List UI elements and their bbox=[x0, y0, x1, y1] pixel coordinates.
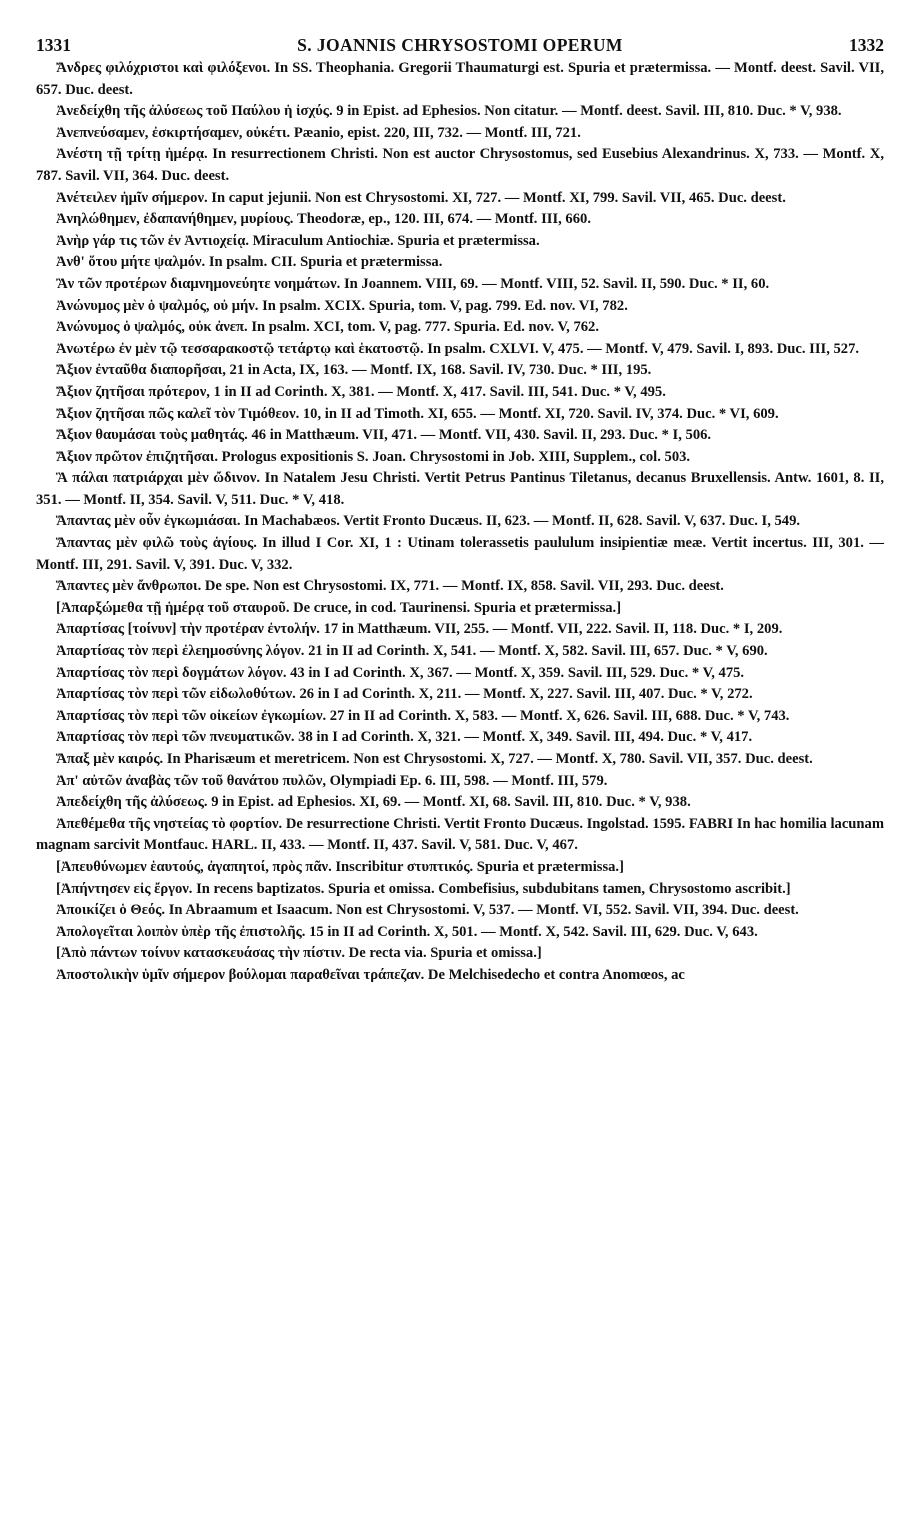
index-entry: Ἀπαρτίσας τὸν περὶ τῶν εἰδωλοθύτων. 26 in I ad Corinth. X, 211. — Montf. X, 227. Savil. III, 407. Duc. * V, 272. bbox=[56, 686, 753, 703]
index-entry: [Ἀπαρξώμεθα τῇ ἡμέρᾳ τοῦ σταυροῦ. De cruce, in cod. Taurinensi. Spuria et prætermissa.] bbox=[56, 599, 622, 616]
index-entry: Ἄξιον ζητῆσαι πρότερον, 1 in II ad Corinth. X, 381. — Montf. X, 417. Savil. III, 541. Duc. * V, 495. bbox=[56, 383, 666, 400]
index-entry: Ἀνεδείχθη τῆς ἀλύσεως τοῦ Παύλου ἡ ἰσχύς. 9 in Epist. ad Ephesios. Non citatur. — Montf. deest. Savil. III, 810. Duc. * V, 938. bbox=[56, 103, 842, 120]
index-entry: Ἄνδρες φιλόχριστοι καὶ φιλόξενοι. In SS. Theophania. Gregorii Thaumaturgi est. Spuria et prætermissa. — Montf. deest. Savil. VII, 657. Duc. deest. bbox=[36, 60, 884, 98]
index-entry: Ἀνηλώθημεν, ἐδαπανήθημεν, μυρίους. Theodoræ, ep., 120. III, 674. — Montf. III, 660. bbox=[56, 211, 591, 228]
running-title: S. JOANNIS CHRYSOSTOMI OPERUM bbox=[297, 35, 623, 55]
index-entry: Ἅπαντες μὲν ἄνθρωποι. De spe. Non est Chrysostomi. IX, 771. — Montf. IX, 858. Savil. VII, 293. Duc. deest. bbox=[56, 578, 724, 595]
index-entry: Ἀνὴρ γάρ τις τῶν ἐν Ἀντιοχείᾳ. Miraculum Antiochiæ. Spuria et prætermissa. bbox=[56, 232, 540, 249]
index-entry: Ἀποστολικὴν ὑμῖν σήμερον βούλομαι παραθεῖναι τράπεζαν. De Melchisedecho et contra Anomœos, ac bbox=[56, 966, 685, 983]
index-entry: [Ἀπὸ πάντων τοίνυν κατασκευάσας τὴν πίστιν. De recta via. Spuria et omissa.] bbox=[56, 945, 542, 962]
index-entry: Ἄξιον ζητῆσαι πῶς καλεῖ τὸν Τιμόθεον. 10, in II ad Timoth. XI, 655. — Montf. XI, 720. Savil. IV, 374. Duc. * VI, 609. bbox=[56, 405, 779, 422]
index-entry: Ἀνωτέρω ἐν μὲν τῷ τεσσαρακοστῷ τετάρτῳ καὶ ἑκατοστῷ. In psalm. CXLVI. V, 475. — Montf. V, 479. Savil. I, 893. Duc. III, 527. bbox=[56, 340, 860, 357]
index-entries bbox=[36, 58, 884, 987]
index-entry: Ἄξιον θαυμάσαι τοὺς μαθητάς. 46 in Matthæum. VII, 471. — Montf. VII, 430. Savil. II, 293. Duc. * I, 506. bbox=[56, 427, 712, 444]
running-header bbox=[36, 34, 884, 58]
index-entry: Ἀπαρτίσας τὸν περὶ τῶν οἰκείων ἐγκωμίων. 27 in II ad Corinth. X, 583. — Montf. X, 626. Savil. III, 688. Duc. * V, 743. bbox=[56, 707, 790, 724]
page-number-left: 1331 bbox=[36, 35, 71, 55]
index-entry: Ἅπαξ μὲν καιρός. In Pharisæum et meretricem. Non est Chrysostomi. X, 727. — Montf. X, 780. Savil. VII, 357. Duc. deest. bbox=[56, 751, 813, 767]
index-entry: Ἀπαρτίσας [τοίνυν] τὴν προτέραν ἐντολήν. 17 in Matthæum. VII, 255. — Montf. VII, 222. Savil. II, 118. Duc. * I, 209. bbox=[56, 621, 783, 638]
index-entry: Ἂν τῶν προτέρων διαμνημονεύητε νοημάτων. In Joannem. VIII, 69. — Montf. VIII, 52. Savil. II, 590. Duc. * II, 60. bbox=[56, 275, 770, 292]
index-entry: Ἀνώνυμος ὁ ψαλμός, οὐκ ἀνεπ. In psalm. XCI, tom. V, pag. 777. Spuria. Ed. nov. V, 762. bbox=[56, 319, 599, 336]
index-entry: Ἀνέστη τῇ τρίτῃ ἡμέρᾳ. In resurrectionem Christi. Non est auctor Chrysostomus, sed Eusebius Alexandrinus. X, 733. — Montf. X, 787. Savil. VII, 364. Duc. deest. bbox=[36, 146, 884, 184]
index-entry: Ἀπαρτίσας τὸν περὶ ἐλεημοσύνης λόγον. 21 in II ad Corinth. X, 541. — Montf. X, 582. Savil. III, 657. Duc. * V, 690. bbox=[56, 643, 768, 660]
index-entry: Ἀνέτειλεν ἡμῖν σήμερον. In caput jejunii. Non est Chrysostomi. XI, 727. — Montf. XI, 799. Savil. VII, 465. Duc. deest. bbox=[56, 189, 786, 206]
index-entry: Ἀνεπνεύσαμεν, ἐσκιρτήσαμεν, οὐκέτι. Pæanio, epist. 220, III, 732. — Montf. III, 721. bbox=[56, 124, 581, 141]
index-entry: Ἅπαντας μὲν φιλῶ τοὺς ἁγίους. In illud I Cor. XI, 1 : Utinam tolerassetis paululum insipientiæ meæ. Vertit incertus. III, 301. — Montf. III, 291. Savil. V, 391. Duc. V, 332. bbox=[36, 535, 884, 573]
page-number-right: 1332 bbox=[848, 35, 884, 55]
index-entry: Ἀπ' αὐτῶν ἀναβὰς τῶν τοῦ θανάτου πυλῶν, Olympiadi Ep. 6. III, 598. — Montf. III, 579. bbox=[56, 772, 608, 789]
index-entry: Ἀπαρτίσας τὸν περὶ τῶν πνευματικῶν. 38 in I ad Corinth. X, 321. — Montf. X, 349. Savil. III, 494. Duc. * V, 417. bbox=[56, 729, 753, 746]
index-entry: Ἀπεθέμεθα τῆς νηστείας τὸ φορτίον. De resurrectione Christi. Vertit Fronto Ducæus. Ingolstad. 1595. FABRI In hac homilia lacunam magnam sarcivit Montfauc. HARL. II, 433. — Montf. II, 437. Savil. V, 581. Duc. V, 467. bbox=[36, 815, 884, 854]
index-entry: Ἀποικίζει ὁ Θεός. In Abraamum et Isaacum. Non est Chrysostomi. V, 537. — Montf. VI, 552. Savil. VII, 394. Duc. deest. bbox=[56, 902, 799, 919]
index-entry: Ἄξιον πρῶτον ἐπιζητῆσαι. Prologus expositionis S. Joan. Chrysostomi in Job. XIII, Supplem., col. 503. bbox=[56, 448, 691, 465]
index-entry: [Ἀπήντησεν εἰς ἔργον. In recens baptizatos. Spuria et omissa. Combefisius, subdubitans tamen, Chrysostomo ascribit.] bbox=[56, 880, 791, 897]
index-entry: Ἀνθ' ὅτου μήτε ψαλμόν. In psalm. CII. Spuria et prætermissa. bbox=[56, 254, 443, 271]
index-entry: Ἃ πάλαι πατριάρχαι μὲν ὤδινον. In Natalem Jesu Christi. Vertit Petrus Pantinus Tiletanus, decanus Bruxellensis. Antw. 1601, 8. II, 351. — Montf. II, 354. Savil. V, 511. Duc. * V, 418. bbox=[36, 470, 884, 508]
index-entry: Ἅπαντας μὲν οὖν ἐγκωμιάσαι. In Machabæos. Vertit Fronto Ducæus. II, 623. — Montf. II, 628. Savil. V, 637. Duc. I, 549. bbox=[56, 513, 801, 530]
index-entry: Ἀπαρτίσας τὸν περὶ δογμάτων λόγον. 43 in I ad Corinth. X, 367. — Montf. X, 359. Savil. III, 529. Duc. * V, 475. bbox=[56, 664, 745, 681]
index-entry: [Ἀπευθύνωμεν ἑαυτούς, ἀγαπητοί, πρὸς πᾶν. Inscribitur στυπτικός. Spuria et prætermissa.] bbox=[56, 858, 624, 875]
index-entry: Ἄξιον ἐνταῦθα διαπορῆσαι, 21 in Acta, IX, 163. — Montf. IX, 168. Savil. IV, 730. Duc. * III, 195. bbox=[56, 362, 652, 379]
index-entry: Ἀπεδείχθη τῆς ἀλύσεως. 9 in Epist. ad Ephesios. XI, 69. — Montf. XI, 68. Savil. III, 810. Duc. * V, 938. bbox=[56, 794, 691, 811]
index-entry: Ἀνώνυμος μὲν ὁ ψαλμός, οὐ μήν. In psalm. XCIX. Spuria, tom. V, pag. 799. Ed. nov. VI, 782. bbox=[56, 297, 628, 314]
index-entry: Ἀπολογεῖται λοιπὸν ὑπὲρ τῆς ἐπιστολῆς. 15 in II ad Corinth. X, 501. — Montf. X, 542. Savil. III, 629. Duc. V, 643. bbox=[56, 923, 758, 940]
